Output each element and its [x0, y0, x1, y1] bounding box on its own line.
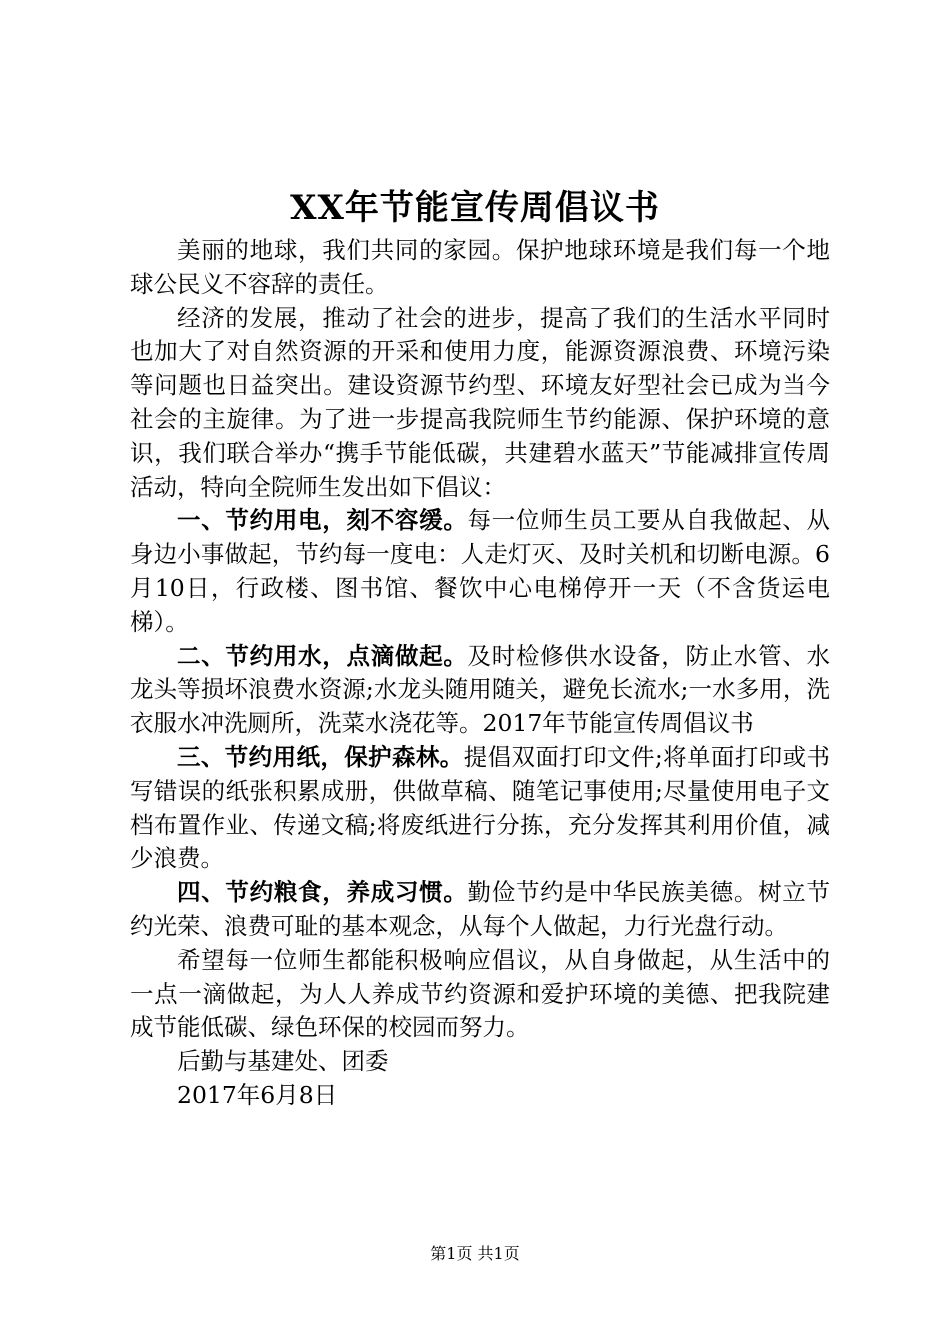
- paragraph-intro: 美丽的地球，我们共同的家园。保护地球环境是我们每一个地球公民义不容辞的责任。: [130, 236, 830, 298]
- signature-date: 2017年6月8日: [177, 1080, 338, 1109]
- paragraph-water: [130, 640, 830, 741]
- paragraph-food: [130, 876, 830, 944]
- page-footer: 第1页 共1页: [430, 1244, 520, 1263]
- text-water: 及时检修供水设备，防止水管、水龙头等损坏浪费水资源;水龙头随用随关，避免长流水;一水多用，洗衣服水冲洗厕所，洗菜水浇花等。2017年节能宣传周倡议书: [130, 641, 831, 738]
- text-paper: 提倡双面打印文件;将单面打印或书写错误的纸张积累成册，供做草稿、随笔记事使用;尽量使用电子文档布置作业、传递文稿;将废纸进行分拣，充分发挥其利用价值，减少浪费。: [130, 742, 830, 873]
- paragraph-paper: [130, 741, 830, 876]
- signature-org: 后勤与基建处、团委: [177, 1047, 389, 1076]
- document-title: XX年节能宣传周倡议书: [290, 188, 660, 228]
- heading-food: 四、节约粮食，养成习惯。: [177, 878, 468, 907]
- paragraph-background: 经济的发展，推动了社会的进步，提高了我们的生活水平同时也加大了对自然资源的开采和使用力度，能源资源浪费、环境污染等问题也日益突出。建设资源节约型、环境友好型社会已成为当今社会的主旋律。为了进一步提高我院师生节约能源、保护环境的意识，我们联合举办“携手节能低碳，共建碧水蓝天”节能减排宣传周活动，特向全院师生发出如下倡议：: [130, 303, 830, 501]
- heading-water: 二、节约用水，点滴做起。: [177, 641, 468, 670]
- paragraph-electricity: [130, 504, 830, 639]
- heading-paper: 三、节约用纸，保护森林。: [177, 742, 464, 771]
- document-body: [130, 234, 830, 1113]
- heading-electricity: 一、节约用电，刻不容缓。: [177, 506, 468, 535]
- text-electricity: 每一位师生员工要从自我做起、从身边小事做起，节约每一度电：人走灯灭、及时关机和切断电源。6月10日，行政楼、图书馆、餐饮中心电梯停开一天（不含货运电梯）。: [130, 506, 831, 636]
- text-food: 勤俭节约是中华民族美德。树立节约光荣、浪费可耻的基本观念，从每个人做起，力行光盘行动。: [130, 878, 831, 940]
- paragraph-closing: 希望每一位师生都能积极响应倡议，从自身做起，从生活中的一点一滴做起，为人人养成节约资源和爱护环境的美德、把我院建成节能低碳、绿色环保的校园而努力。: [130, 945, 830, 1042]
